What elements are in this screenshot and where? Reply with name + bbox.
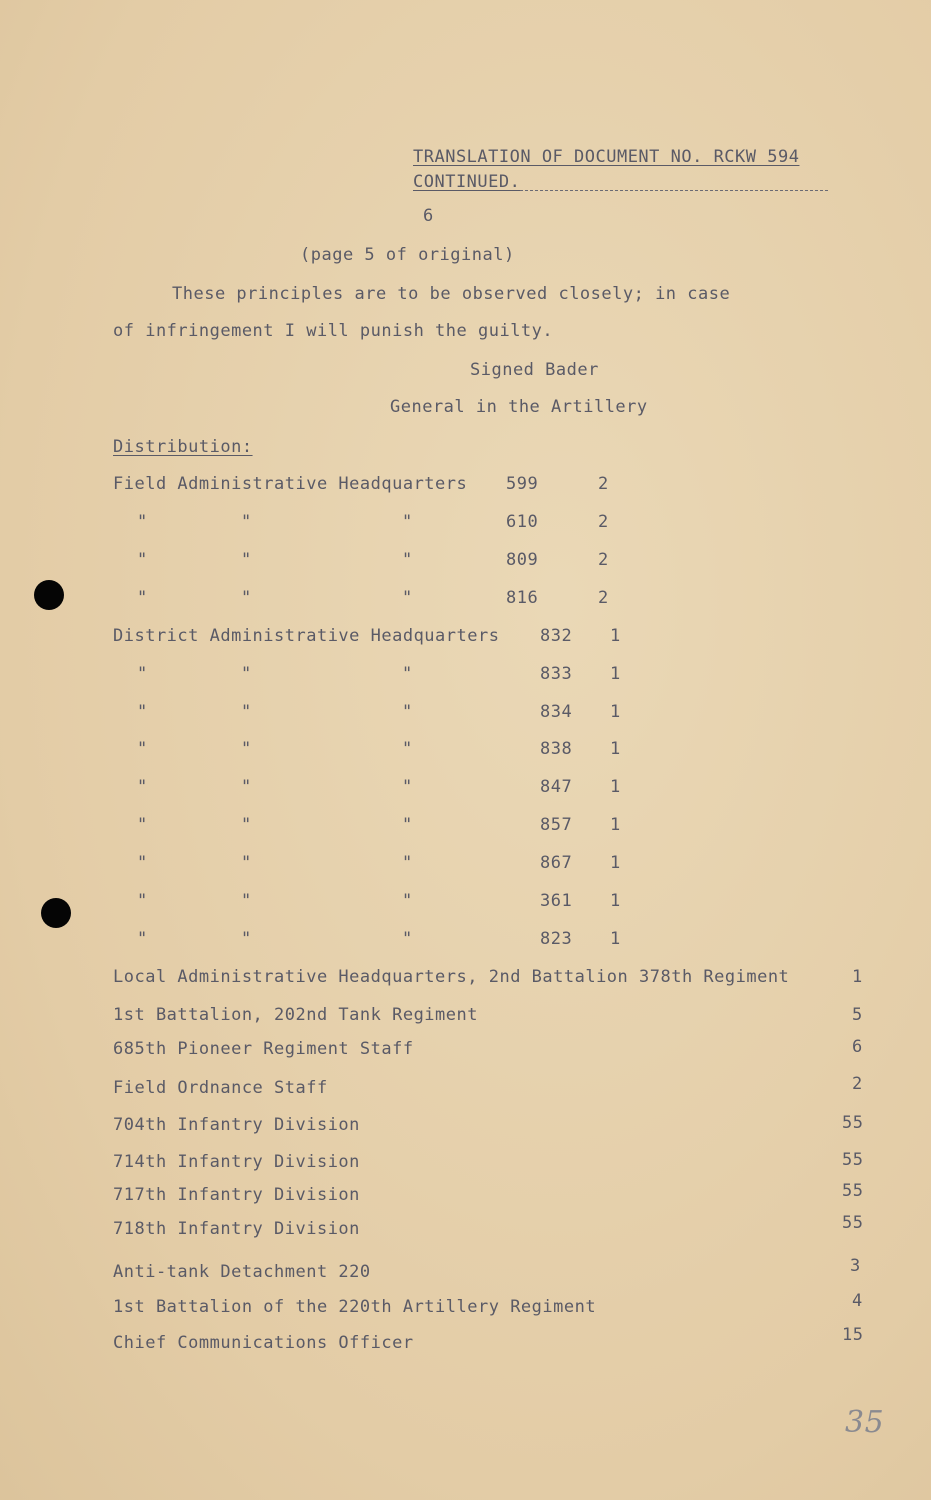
distribution-item-label: 718th Infantry Division: [113, 1219, 360, 1239]
distribution-item-quantity: 55: [842, 1181, 864, 1201]
ditto-mark: ": [137, 853, 148, 873]
ditto-mark: ": [137, 550, 148, 570]
ditto-mark: ": [241, 739, 252, 759]
distribution-item-quantity: 55: [842, 1113, 864, 1133]
page-number: 6: [423, 206, 434, 226]
ditto-mark: ": [402, 815, 413, 835]
field-hq-quantity: 2: [598, 550, 609, 570]
district-hq-number: 832: [540, 626, 573, 646]
distribution-item-quantity: 6: [852, 1037, 863, 1057]
ditto-mark: ": [137, 815, 148, 835]
district-hq-quantity: 1: [610, 929, 621, 949]
ditto-mark: ": [137, 702, 148, 722]
ditto-mark: ": [402, 739, 413, 759]
field-hq-number: 816: [506, 588, 539, 608]
punch-hole: [41, 898, 71, 928]
district-hq-quantity: 1: [610, 626, 621, 646]
signature-title: General in the Artillery: [390, 397, 648, 417]
handwritten-page-mark: 35: [845, 1405, 885, 1440]
distribution-heading: Distribution:: [113, 437, 253, 457]
signature: Signed Bader: [470, 360, 599, 380]
distribution-item-label: Anti-tank Detachment 220: [113, 1262, 371, 1282]
district-hq-quantity: 1: [610, 815, 621, 835]
distribution-item-label: 1st Battalion of the 220th Artillery Regiment: [113, 1297, 597, 1317]
ditto-mark: ": [241, 588, 252, 608]
distribution-item-quantity: 2: [852, 1074, 863, 1094]
document-title: TRANSLATION OF DOCUMENT NO. RCKW 594: [413, 147, 800, 167]
distribution-item-quantity: 1: [852, 967, 863, 987]
district-hq-number: 867: [540, 853, 573, 873]
distribution-item-label: 714th Infantry Division: [113, 1152, 360, 1172]
ditto-mark: ": [137, 739, 148, 759]
ditto-mark: ": [402, 929, 413, 949]
district-hq-number: 857: [540, 815, 573, 835]
ditto-mark: ": [402, 777, 413, 797]
ditto-mark: ": [241, 929, 252, 949]
distribution-item-quantity: 15: [842, 1325, 864, 1345]
field-hq-number: 610: [506, 512, 539, 532]
header-rule: [520, 190, 828, 191]
ditto-mark: ": [402, 664, 413, 684]
ditto-mark: ": [137, 512, 148, 532]
district-hq-quantity: 1: [610, 891, 621, 911]
ditto-mark: ": [402, 588, 413, 608]
district-hq-quantity: 1: [610, 853, 621, 873]
ditto-mark: ": [241, 702, 252, 722]
distribution-item-label: 685th Pioneer Regiment Staff: [113, 1039, 414, 1059]
distribution-item-label: Local Administrative Headquarters, 2nd Battalion 378th Regiment: [113, 967, 790, 987]
distribution-item-label: 704th Infantry Division: [113, 1115, 360, 1135]
distribution-item-quantity: 4: [852, 1291, 863, 1311]
district-hq-quantity: 1: [610, 702, 621, 722]
ditto-mark: ": [402, 550, 413, 570]
district-hq-quantity: 1: [610, 664, 621, 684]
field-hq-number: 809: [506, 550, 539, 570]
ditto-mark: ": [241, 512, 252, 532]
ditto-mark: ": [402, 512, 413, 532]
ditto-mark: ": [137, 891, 148, 911]
distribution-item-quantity: 3: [850, 1256, 861, 1276]
distribution-item-label: 1st Battalion, 202nd Tank Regiment: [113, 1005, 478, 1025]
distribution-item-label: Field Ordnance Staff: [113, 1078, 328, 1098]
field-hq-quantity: 2: [598, 474, 609, 494]
ditto-mark: ": [241, 815, 252, 835]
ditto-mark: ": [241, 664, 252, 684]
district-hq-number: 834: [540, 702, 573, 722]
ditto-mark: ": [241, 853, 252, 873]
district-hq-number: 823: [540, 929, 573, 949]
field-hq-label: Field Administrative Headquarters: [113, 474, 468, 494]
district-hq-number: 361: [540, 891, 573, 911]
ditto-mark: ": [137, 777, 148, 797]
ditto-mark: ": [241, 777, 252, 797]
ditto-mark: ": [241, 550, 252, 570]
field-hq-quantity: 2: [598, 512, 609, 532]
distribution-item-quantity: 55: [842, 1213, 864, 1233]
ditto-mark: ": [137, 664, 148, 684]
distribution-item-label: Chief Communications Officer: [113, 1333, 414, 1353]
distribution-item-quantity: 5: [852, 1005, 863, 1025]
ditto-mark: ": [402, 853, 413, 873]
district-hq-quantity: 1: [610, 739, 621, 759]
district-hq-number: 838: [540, 739, 573, 759]
ditto-mark: ": [402, 891, 413, 911]
field-hq-quantity: 2: [598, 588, 609, 608]
document-continued: CONTINUED.: [413, 172, 521, 192]
page-note: (page 5 of original): [300, 245, 515, 265]
ditto-mark: ": [241, 891, 252, 911]
body-line-1: These principles are to be observed closely; in case: [172, 284, 731, 304]
field-hq-number: 599: [506, 474, 539, 494]
distribution-item-quantity: 55: [842, 1150, 864, 1170]
distribution-item-label: 717th Infantry Division: [113, 1185, 360, 1205]
district-hq-number: 847: [540, 777, 573, 797]
body-line-2: of infringement I will punish the guilty.: [113, 321, 554, 341]
punch-hole: [34, 580, 64, 610]
ditto-mark: ": [137, 929, 148, 949]
district-hq-number: 833: [540, 664, 573, 684]
district-hq-quantity: 1: [610, 777, 621, 797]
district-hq-label: District Administrative Headquarters: [113, 626, 500, 646]
ditto-mark: ": [402, 702, 413, 722]
ditto-mark: ": [137, 588, 148, 608]
